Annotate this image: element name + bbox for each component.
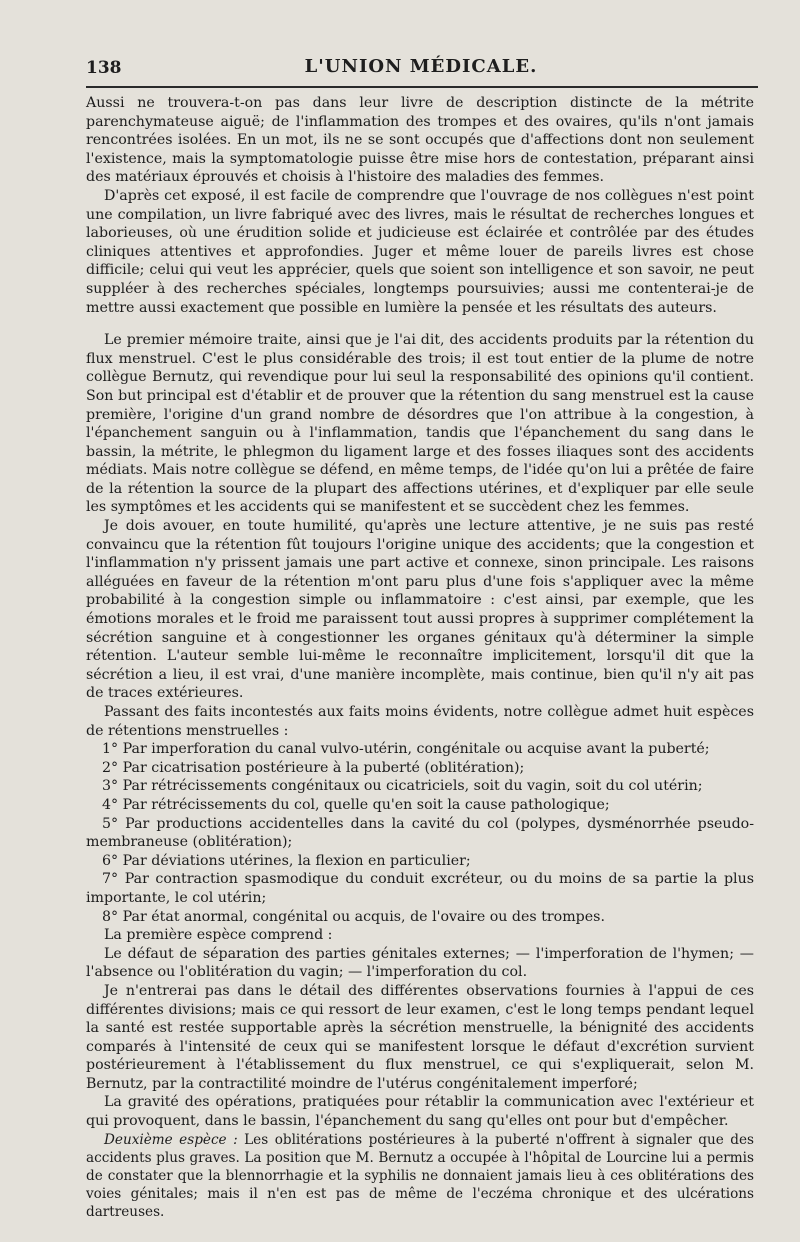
section-text: Les oblitérations postérieures à la puberté n'offrent à signaler que des accidents plus graves. La position que M. Bernutz a occupée à l'hôpital de Lourcine lui a permis de constater que la blennorrhagie et la syphilis ne donnaient jamais lieu à ces oblitérations des voies génitales; mais il n'en est pas de même de l'eczéma chronique et des ulcérations dartreuses. — [86, 1131, 754, 1221]
section-lead: Deuxième espèce : — [104, 1131, 238, 1148]
retention-list — [86, 740, 754, 926]
paragraph: Passant des faits incontestés aux faits moins évidents, notre collègue admet huit espèces de rétentions menstruelles : — [86, 704, 754, 739]
paragraph: Aussi ne trouvera-t-on pas dans leur livre de description distincte de la métrite parenchymateuse aiguë; de l'inflammation des trompes et des ovaires, qu'ils n'ont jamais rencontrées isolées. En un mot, ils ne se sont occupés que d'affections dont non seulement l'existence, mais la symptomatologie puisse être mise hors de contestation, préparant ainsi des matériaux éprouvés et choisis à l'histoire des maladies des femmes. — [86, 95, 754, 186]
paragraph: Le premier mémoire traite, ainsi que je l'ai dit, des accidents produits par la rétention du flux menstruel. C'est le plus considérable des trois; il est tout entier de la plume de notre collègue Bernutz, qui revendique pour lui seul la responsabilité des opinions qu'il contient. Son but principal est d'établir et de prouver que la rétention du sang menstruel est la cause première, l'origine d'un grand nombre de désordres que l'on attribue à la congestion, à l'épanchement sanguin ou à l'inflammation, tandis que l'épanchement du sang dans le bassin, la métrite, le phlegmon du ligament large et des fosses iliaques sont des accidents médiats. Mais notre collègue se défend, en même temps, de l'idée qu'on lui a prêtée de faire de la rétention la source de la plupart des affections utérines, et d'expliquer par elle seule les symptômes et les accidents qui se manifestent et se succèdent chez les femmes. — [86, 332, 754, 516]
list-item: 2° Par cicatrisation postérieure à la puberté (oblitération); — [102, 759, 525, 776]
list-item: 1° Par imperforation du canal vulvo-utérin, congénitale ou acquise avant la puberté; — [102, 741, 710, 758]
paragraph-small — [86, 1131, 754, 1222]
paragraph: Je n'entrerai pas dans le détail des différentes observations fournies à l'appui de ces différentes divisions; mais ce qui ressort de leur examen, c'est le long temps pendant lequel la santé est restée supportable après la sécrétion menstruelle, la bénignité des accidents comparés à l'intensité de ceux qui se manifestent lorsque le défaut d'excrétion survient postérieurement à l'établissement du flux menstruel, ce qui s'expliquerait, selon M. Bernutz, par la contractilité moindre de l'utérus congénitalement imperforé; — [86, 982, 754, 1092]
paragraph: D'après cet exposé, il est facile de comprendre que l'ouvrage de nos collègues n'est point une compilation, un livre fabriqué avec des livres, mais le résultat de recherches longues et laborieuses, où une érudition solide et judicieuse est éclairée et contrôlée par des études cliniques attentives et approfondies. Juger et même louer de pareils livres est chose difficile; celui qui veut les apprécier, quels que soient son intelligence et son savoir, ne peut suppléer à des recherches spéciales, longtemps poursuivies; aussi me contenterai-je de mettre aussi exactement que possible en lumière la pensée et les résultats des auteurs. — [86, 187, 754, 316]
paragraph: Le défaut de séparation des parties génitales externes; — l'imperforation de l'hymen; — l'absence ou l'oblitération du vagin; — l'imperforation du col. — [86, 945, 754, 981]
list-item: 8° Par état anormal, congénital ou acquis, de l'ovaire ou des trompes. — [102, 908, 605, 925]
list-item: 6° Par déviations utérines, la flexion en particulier; — [102, 852, 471, 869]
list-item: 7° Par contraction spasmodique du conduit excréteur, ou du moins de sa partie la plus importante, le col utérin; — [86, 871, 754, 906]
list-item: 5° Par productions accidentelles dans la cavité du col (polypes, dysménorrhée pseudo-membraneuse (oblitération); — [86, 815, 754, 851]
page-number: 138 — [86, 58, 122, 78]
page-header — [86, 56, 756, 84]
list-item: 4° Par rétrécissements du col, quelle qu'en soit la cause pathologique; — [102, 796, 610, 813]
list-item: 3° Par rétrécissements congénitaux ou cicatriciels, soit du vagin, soit du col utérin; — [102, 778, 703, 795]
paragraph: Je dois avouer, en toute humilité, qu'après une lecture attentive, je ne suis pas resté convaincu que la rétention fût toujours l'origine unique des accidents; que la congestion et l'inflammation n'y prissent jamais une part active et connexe, sinon principale. Les raisons alléguées en faveur de la rétention m'ont paru plus d'une fois s'appliquer avec la même probabilité à la congestion simple ou inflammatoire : c'est ainsi, par exemple, que les émotions morales et le froid me paraissent tout aussi propres à supprimer complétement la sécrétion sanguine et à congestionner les organes génitaux qu'à déterminer la simple rétention. L'auteur semble lui-même le reconnaître implicitement, lorsqu'il dit que la sécrétion a lieu, il est vrai, d'une manière incomplète, mais continue, bien qu'il n'y ait pas de traces extérieures. — [86, 518, 754, 702]
article-body — [86, 94, 754, 1222]
paragraph: La première espèce comprend : — [104, 927, 333, 944]
header-rule — [86, 86, 758, 88]
paragraph: La gravité des opérations, pratiquées pour rétablir la communication avec l'extérieur et qui provoquent, dans le bassin, l'épanchement du sang qu'elles ont pour but d'empêcher. — [86, 1094, 754, 1130]
running-title: L'UNION MÉDICALE. — [304, 56, 538, 77]
